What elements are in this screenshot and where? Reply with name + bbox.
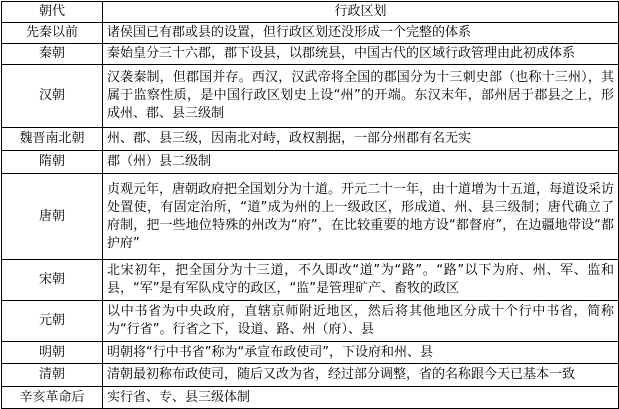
table-row bbox=[2, 260, 619, 301]
division-cell: 郡（州）县二级制 bbox=[103, 151, 619, 174]
dynasty-cell: 元朝 bbox=[2, 301, 103, 342]
header-dynasty: 朝代 bbox=[2, 2, 103, 23]
table-row bbox=[2, 44, 619, 65]
dynasty-cell: 汉朝 bbox=[2, 65, 103, 128]
division-cell: 秦始皇分三十六郡，郡下设县，以郡统县，中国古代的区域行政管理由此初成体系 bbox=[103, 44, 619, 65]
dynasty-cell: 魏晋南北朝 bbox=[2, 128, 103, 151]
dynasty-cell: 辛亥革命后 bbox=[2, 387, 103, 409]
table-row bbox=[2, 342, 619, 364]
table-row bbox=[2, 301, 619, 342]
dynasty-cell: 宋朝 bbox=[2, 260, 103, 301]
dynasty-cell: 秦朝 bbox=[2, 44, 103, 65]
dynasty-cell: 先秦以前 bbox=[2, 23, 103, 44]
table-row bbox=[2, 387, 619, 409]
dynasty-cell: 唐朝 bbox=[2, 174, 103, 260]
administrative-division-table bbox=[1, 1, 619, 409]
table-row bbox=[2, 23, 619, 44]
table-row bbox=[2, 364, 619, 387]
dynasty-cell: 清朝 bbox=[2, 364, 103, 387]
division-cell: 贞观元年，唐朝政府把全国划分为十道。开元二十一年，由十道增为十五道，每道设采访处置使，有固定治所，“道”成为州的上一级政区，形成道、州、县三级制；唐代确立了府制，把一些地位特殊的州改为“府”，在比较重要的地方设“都督府”，在边疆地带设“都护府” bbox=[103, 174, 619, 260]
table-row bbox=[2, 151, 619, 174]
table-row bbox=[2, 174, 619, 260]
division-cell: 州、郡、县三级，因南北对峙，政权割据，一部分州郡有名无实 bbox=[103, 128, 619, 151]
division-cell: 汉袭秦制，但郡国并存。西汉，汉武帝将全国的郡国分为十三刺史部（也称十三州），其属于监察性质，是中国行政区划史上设“州”的开端。东汉末年，部州居于郡县之上，形成州、郡、县三级制 bbox=[103, 65, 619, 128]
table-row bbox=[2, 128, 619, 151]
division-cell: 清朝最初称布政使司，随后又改为省，经过部分调整，省的名称跟今天已基本一致 bbox=[103, 364, 619, 387]
division-cell: 实行省、专、县三级体制 bbox=[103, 387, 619, 409]
header-division: 行政区划 bbox=[103, 2, 619, 23]
table-header-row bbox=[2, 2, 619, 23]
division-cell: 诸侯国已有郡或县的设置，但行政区划还没形成一个完整的体系 bbox=[103, 23, 619, 44]
table-row bbox=[2, 65, 619, 128]
division-cell: 以中书省为中央政府，直辖京师附近地区，然后将其他地区分成十个行中书省，简称为“行省”。行省之下，设道、路、州（府）、县 bbox=[103, 301, 619, 342]
dynasty-cell: 隋朝 bbox=[2, 151, 103, 174]
division-cell: 明朝将“行中书省”称为“承宣布政使司”，下设府和州、县 bbox=[103, 342, 619, 364]
dynasty-cell: 明朝 bbox=[2, 342, 103, 364]
division-cell: 北宋初年，把全国分为十三道，不久即改“道”为“路”。“路”以下为府、州、军、监和县，“军”是有军队戍守的政区，“监”是管理矿产、畜牧的政区 bbox=[103, 260, 619, 301]
